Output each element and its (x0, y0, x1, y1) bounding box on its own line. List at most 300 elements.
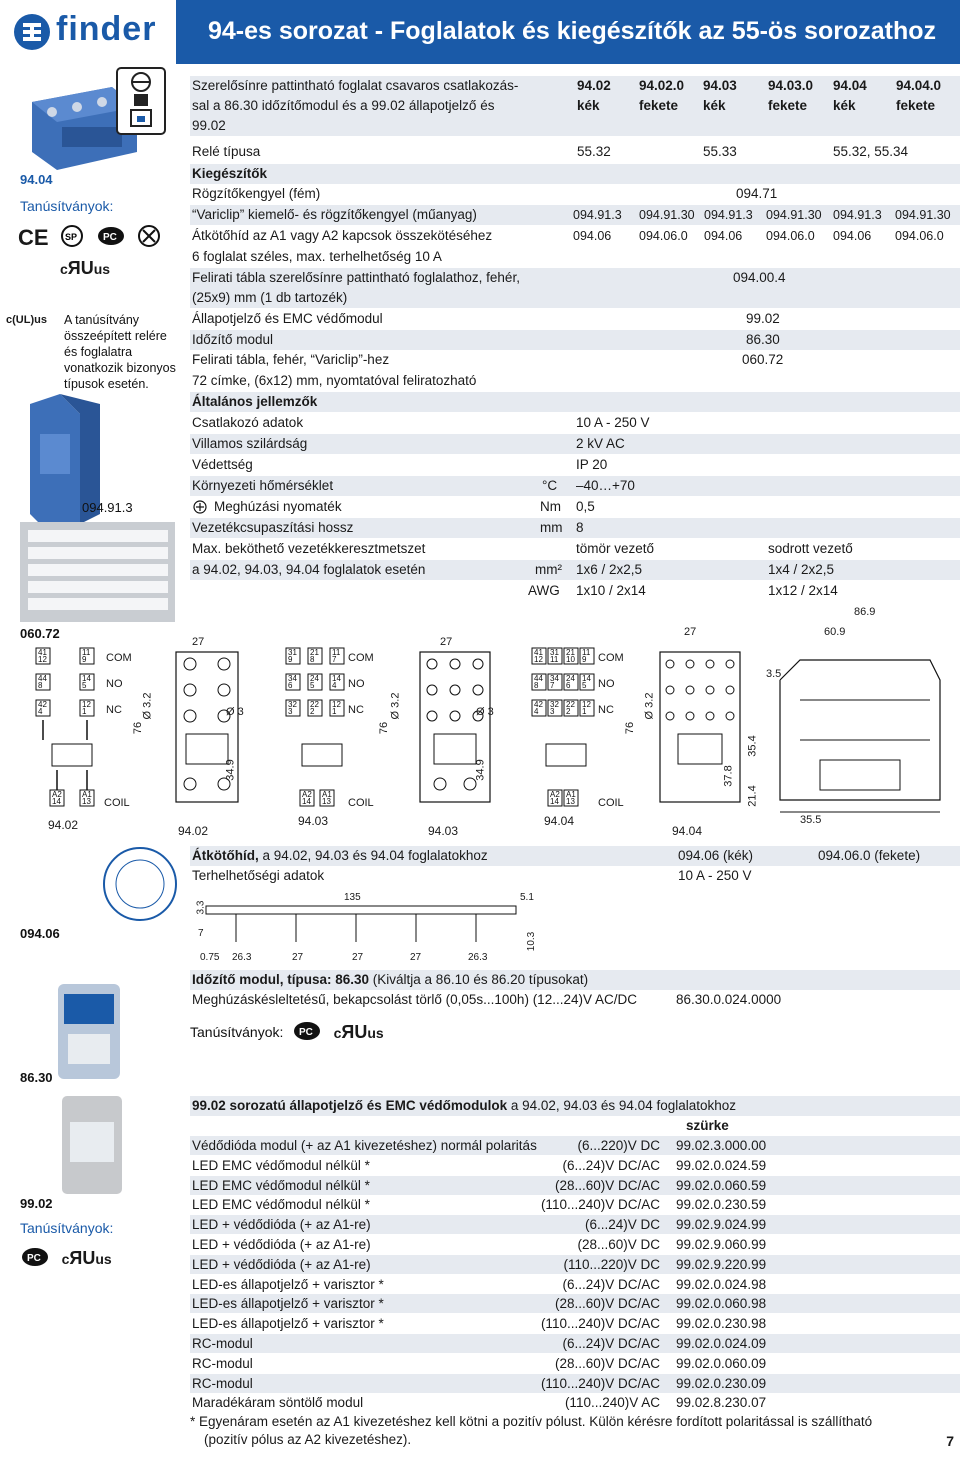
svg-text:5: 5 (82, 681, 87, 690)
module-name: Maradékáram söntölő modul (192, 1395, 364, 1411)
header-color: fekete (896, 98, 936, 113)
wire-label: a 94.02, 94.03, 94.04 foglalatok esetén (192, 562, 426, 577)
accessory-label: (25x9) mm (1 db tartozék) (192, 290, 348, 305)
header-code: 94.04.0 (896, 78, 942, 93)
wiring-diagram-9402 (28, 640, 148, 820)
general-value: 8 (576, 520, 584, 535)
svg-text:8: 8 (38, 681, 43, 690)
svg-text:A1: A1 (322, 790, 332, 799)
relay-type-value: 55.32, 55.34 (833, 144, 909, 159)
module-name: LED-es állapotjelző + varisztor * (192, 1316, 384, 1332)
module-name: LED EMC védőmodul nélkül * (192, 1177, 370, 1193)
diag-com-3: COM (598, 652, 624, 664)
label-plate-image (20, 522, 175, 622)
dim-27-c: 27 (684, 626, 697, 638)
svg-text:11: 11 (332, 648, 341, 657)
bridge-code-black: 094.06.0 (fekete) (818, 848, 921, 863)
modules-header-row (190, 1116, 960, 1136)
cert-icons-row-2 (60, 258, 118, 279)
dim-27-b: 27 (440, 636, 453, 648)
accessory-value: 094.06.0 (639, 229, 688, 243)
accessory-value: 86.30 (746, 332, 780, 347)
header-color: kék (833, 98, 856, 113)
accessory-value: 094.00.4 (733, 270, 786, 285)
accessory-row (190, 288, 960, 308)
accessory-row (190, 247, 960, 267)
diag-label-9404a: 94.04 (544, 814, 575, 828)
general-label: Meghúzási nyomaték (214, 499, 342, 514)
module-name: RC-modul (192, 1355, 253, 1371)
module-range: (110...240)V AC (564, 1395, 660, 1411)
wire-solid-header: tömör vezető (576, 541, 655, 556)
timer-module-image (54, 974, 124, 1084)
svg-text:31: 31 (550, 648, 559, 657)
svg-text:A1: A1 (566, 790, 576, 799)
diag-label-9403a: 94.03 (298, 814, 329, 828)
cert-icons-row-3 (20, 1246, 120, 1271)
bridge-title-rest: a 94.02, 94.03 és 94.04 foglalatokhoz (258, 848, 488, 863)
module-code: 99.02.0.024.98 (676, 1276, 767, 1292)
accessory-value: 060.72 (742, 352, 784, 367)
diag-nc-2: NC (348, 704, 364, 716)
dim-3-b: Ø 3 (476, 706, 494, 718)
svg-text:10: 10 (566, 655, 575, 664)
svg-text:5: 5 (582, 681, 587, 690)
module-row (190, 1215, 960, 1234)
svg-text:PC: PC (27, 1253, 41, 1264)
accessory-value: 094.06.0 (766, 229, 815, 243)
svg-text:34: 34 (550, 674, 559, 683)
svg-text:1: 1 (582, 707, 587, 716)
general-label: Környezeti hőmérséklet (192, 478, 334, 493)
svg-text:14: 14 (332, 674, 341, 683)
modules-note-2: (pozitív pólus az A2 kivezetéshez). (204, 1432, 412, 1447)
module-code: 99.02.3.000.00 (676, 1138, 767, 1153)
code-9404: 94.04 (20, 172, 53, 187)
general-value: 0,5 (576, 499, 595, 514)
accessory-label: “Variclip” kiemelő- és rögzítőkengyel (műanyag) (192, 207, 477, 222)
svg-text:A2: A2 (52, 790, 62, 799)
pct-icon-3 (292, 1020, 322, 1045)
spec-title-row-1 (190, 76, 960, 96)
bridge-dim: 0.75 (200, 952, 220, 963)
svg-text:12: 12 (82, 700, 91, 709)
module-range: (6...24)V DC/AC (562, 1276, 660, 1292)
module-code: 99.02.0.060.98 (676, 1296, 767, 1312)
dim-378: 37.8 (722, 765, 735, 787)
svg-text:13: 13 (566, 797, 575, 806)
relay-type-row (190, 142, 960, 162)
code-9902: 99.02 (20, 1196, 53, 1211)
socket-drawing-9404 (652, 634, 748, 834)
svg-text:12: 12 (38, 655, 47, 664)
svg-text:A2: A2 (550, 790, 560, 799)
ul-note: A tanúsítvány összeépített relére és foglalatra vonatkozik bizonyos típusok esetén. (64, 313, 176, 391)
accessory-row (190, 309, 960, 329)
module-range: (6...24)V DC/AC (562, 1157, 660, 1173)
wire-value: 1x6 / 2x2,5 (576, 562, 643, 577)
modules-title (192, 1096, 736, 1116)
dim-3: Ø 3 (226, 706, 244, 718)
accessory-value: 094.91.3 (704, 208, 753, 222)
module-range: (110...220)V DC (563, 1256, 660, 1272)
accessory-label: Rögzítőkengyel (fém) (192, 186, 321, 201)
module-range: (28...60)V DC/AC (554, 1177, 660, 1193)
accessory-row (190, 330, 960, 350)
csa-icon (60, 224, 84, 251)
module-code: 99.02.0.230.98 (676, 1316, 767, 1332)
module-row (190, 1334, 960, 1353)
bridge-dim: 27 (292, 952, 304, 963)
gost-icon (137, 224, 161, 251)
general-value: 2 kV AC (576, 436, 625, 451)
svg-text:41: 41 (38, 648, 47, 657)
dim-349: 34.9 (224, 759, 237, 781)
timer-certs-label: Tanúsítványok: (190, 1024, 284, 1040)
svg-text:11: 11 (582, 648, 591, 657)
diag-coil: COIL (104, 797, 130, 809)
svg-text:5: 5 (310, 681, 315, 690)
bridge-dim: 27 (352, 952, 364, 963)
module-row (190, 1393, 960, 1412)
header-code: 94.02 (577, 78, 611, 93)
bridge-title-row (190, 846, 960, 866)
svg-text:4: 4 (332, 681, 337, 690)
general-row (190, 497, 960, 517)
svg-text:41: 41 (534, 648, 543, 657)
spec-title-line1: Szerelősínre pattintható foglalat csavaros csatlakozás- (192, 78, 519, 93)
svg-text:32: 32 (288, 700, 297, 709)
relay-type-value: 55.33 (703, 144, 737, 159)
module-range: (28...60)V DC/AC (554, 1296, 660, 1312)
page-number: 7 (946, 1433, 954, 1449)
relay-type-label: Relé típusa (192, 144, 261, 159)
european-patent-stamp (100, 844, 180, 924)
timer-code: 86.30.0.024.0000 (676, 992, 782, 1007)
module-code: 99.02.9.220.99 (676, 1256, 767, 1272)
module-code: 99.02.0.230.59 (676, 1197, 767, 1213)
module-name: LED + védődióda (+ az A1-re) (192, 1217, 371, 1233)
accessory-row (190, 205, 960, 225)
dim-32-b: Ø 3.2 (389, 692, 402, 720)
module-row (190, 1275, 960, 1294)
dim-76: 76 (132, 721, 145, 735)
module-range: (110...240)V DC/AC (540, 1375, 660, 1391)
module-name: LED EMC védőmodul nélkül * (192, 1197, 370, 1213)
accessory-value: 094.71 (736, 186, 778, 201)
diag-nc: NC (106, 704, 122, 716)
general-label: Villamos szilárdság (192, 436, 308, 451)
dim-76-c: 76 (624, 721, 637, 735)
modules-title-bold: 99.02 sorozatú állapotjelző és EMC védőmodulok (192, 1098, 508, 1113)
svg-text:8: 8 (534, 681, 539, 690)
ul-recognized-icon: cЯUus (60, 258, 111, 278)
wire-value: 1x10 / 2x14 (576, 583, 646, 598)
accessory-row (190, 184, 960, 204)
svg-text:21: 21 (310, 648, 319, 657)
accessory-label: Időzítő modul (192, 332, 274, 347)
module-range: (6...24)V DC/AC (562, 1336, 660, 1351)
code-09406: 094.06 (20, 926, 60, 941)
page-header (0, 0, 960, 64)
wire-unit: mm² (535, 562, 562, 577)
accessory-value: 094.91.3 (573, 208, 622, 222)
header-color: kék (577, 98, 600, 113)
dim-355: 35.5 (800, 814, 822, 826)
svg-text:9: 9 (82, 655, 87, 664)
general-row (190, 476, 960, 496)
svg-text:44: 44 (38, 674, 47, 683)
wire-row-2 (190, 560, 960, 580)
diag-label-9402b: 94.02 (178, 824, 209, 838)
modules-title-rest: a 94.02, 94.03 és 94.04 foglalatokhoz (507, 1098, 737, 1113)
module-range: (28...60)V DC/AC (554, 1355, 660, 1371)
bridge-dim: 10.3 (526, 931, 538, 952)
wire-unit: AWG (528, 583, 560, 598)
module-row (190, 1235, 960, 1254)
diag-no-2: NO (348, 678, 365, 690)
bridge-load-row (190, 866, 960, 886)
module-code: 99.02.9.060.99 (676, 1237, 767, 1252)
accessory-value: 99.02 (746, 311, 780, 326)
module-name: LED + védődióda (+ az A1-re) (192, 1256, 371, 1272)
module-range: (110...240)V DC/AC (540, 1197, 660, 1213)
timer-cert-icons (292, 1020, 392, 1045)
accessory-value: 094.91.30 (895, 208, 951, 222)
bridge-code-blue: 094.06 (kék) (678, 848, 754, 863)
brand-name: finder (56, 10, 157, 48)
diag-label-9402a: 94.02 (48, 818, 79, 832)
accessory-label: Átkötőhíd az A1 vagy A2 kapcsok összekötéséhez (192, 228, 493, 243)
module-name: LED + védődióda (+ az A1-re) (192, 1237, 371, 1252)
timer-title-bold: Időzítő modul, típusa: 86.30 (192, 972, 370, 987)
accessory-label: Állapotjelző és EMC védőmodul (192, 311, 383, 326)
timer-title-row (190, 970, 960, 990)
module-code: 99.02.0.060.09 (676, 1355, 767, 1371)
svg-text:34: 34 (288, 674, 297, 683)
general-value: 10 A - 250 V (576, 415, 650, 430)
accessory-value: 094.06.0 (895, 229, 944, 243)
code-8630: 86.30 (20, 1070, 53, 1085)
svg-text:12: 12 (582, 700, 591, 709)
ul-recognized-icon-3: cЯUus (333, 1022, 384, 1042)
module-range: (6...24)V DC (584, 1217, 660, 1233)
accessory-row (190, 268, 960, 288)
svg-text:PC: PC (102, 232, 117, 243)
accessory-value: 094.91.3 (833, 208, 882, 222)
accessory-value: 094.06 (573, 229, 612, 243)
header-color: kék (703, 98, 726, 113)
svg-text:8: 8 (310, 655, 315, 664)
dim-349-b: 34.9 (474, 759, 487, 781)
svg-text:4: 4 (534, 707, 539, 716)
module-code: 99.02.0.024.09 (676, 1336, 767, 1351)
svg-text:42: 42 (534, 700, 543, 709)
svg-text:9: 9 (582, 655, 587, 664)
module-code: 99.02.0.060.59 (676, 1177, 767, 1193)
certs-label: Tanúsítványok: (20, 198, 114, 214)
dim-27: 27 (192, 636, 205, 648)
emc-module-image (58, 1092, 126, 1198)
diag-com: COM (106, 652, 132, 664)
svg-text:31: 31 (288, 648, 297, 657)
cert-icons-row-1 (18, 224, 169, 251)
dim-76-b: 76 (378, 721, 391, 735)
svg-text:A1: A1 (82, 790, 92, 799)
svg-text:PC: PC (299, 1027, 313, 1038)
accessory-value: 094.06 (704, 229, 743, 243)
general-row (190, 413, 960, 433)
accessory-label: 6 foglalat széles, max. terhelhetőség 10 A (192, 249, 442, 264)
svg-text:2: 2 (310, 707, 315, 716)
module-name: RC-modul (192, 1336, 253, 1351)
accessory-row (190, 371, 960, 391)
module-row (190, 1354, 960, 1373)
general-value: –40…+70 (576, 478, 635, 493)
module-name: LED-es állapotjelző + varisztor * (192, 1276, 384, 1292)
svg-text:11: 11 (82, 648, 91, 657)
dim-32: Ø 3.2 (141, 692, 154, 720)
general-value: IP 20 (576, 457, 608, 472)
svg-text:7: 7 (332, 655, 337, 664)
svg-text:2: 2 (566, 707, 571, 716)
timer-desc-row (190, 990, 960, 1010)
modules-col-header: szürke (686, 1118, 729, 1133)
module-name: RC-modul (192, 1375, 253, 1391)
pct-icon (96, 225, 126, 250)
diag-coil-2: COIL (348, 797, 374, 809)
svg-text:7: 7 (550, 681, 555, 690)
timer-desc: Meghúzáskésleltetésű, bekapcsolást törlő (0,05s...100h) (12...24)V AC/DC (192, 992, 637, 1007)
module-range: (110...240)V DC/AC (540, 1316, 660, 1332)
module-row (190, 1136, 960, 1155)
code-06072: 060.72 (20, 626, 60, 641)
module-row (190, 1314, 960, 1333)
general-unit: °C (542, 478, 558, 493)
wire-value: 1x4 / 2x2,5 (768, 562, 835, 577)
wire-value: 1x12 / 2x14 (768, 583, 838, 598)
ul-listed-icon: c(UL)us (6, 314, 47, 326)
svg-text:12: 12 (534, 655, 543, 664)
module-name: LED EMC védőmodul nélkül * (192, 1157, 370, 1173)
module-name: Védődióda modul (+ az A1 kivezetéshez) normál polaritás (192, 1138, 537, 1153)
accessory-value: 094.91.30 (766, 208, 822, 222)
svg-text:6: 6 (566, 681, 571, 690)
diag-no: NO (106, 678, 123, 690)
accessory-label: Felirati tábla szerelősínre pattintható foglalathoz, fehér, (192, 270, 520, 285)
dim-354: 35.4 (746, 735, 759, 757)
header-color: fekete (639, 98, 679, 113)
certs-label-2: Tanúsítványok: (20, 1220, 114, 1236)
header-code: 94.03 (703, 78, 737, 93)
general-row (190, 455, 960, 475)
header-color: fekete (768, 98, 808, 113)
module-range: (6...220)V DC (577, 1138, 660, 1153)
svg-text:14: 14 (550, 797, 559, 806)
bridge-load-label: Terhelhetőségi adatok (192, 868, 325, 883)
svg-text:A2: A2 (302, 790, 312, 799)
general-label: Csatlakozó adatok (192, 415, 304, 430)
module-row (190, 1195, 960, 1214)
accessories-title-row (190, 164, 960, 184)
brand-logo (0, 0, 176, 64)
svg-text:1: 1 (82, 707, 87, 716)
page-title: 94-es sorozat - Foglalatok és kiegészítők az 55-ös sorozathoz (208, 17, 936, 45)
module-row (190, 1374, 960, 1393)
wire-label: Max. beköthető vezetékkeresztmetszet (192, 541, 426, 556)
header-code: 94.03.0 (768, 78, 814, 93)
accessory-label: 72 címke, (6x12) mm, nyomtatóval feliratozható (192, 373, 477, 388)
general-unit: mm (540, 520, 563, 535)
wire-row-3 (190, 581, 960, 601)
accessory-row (190, 226, 960, 246)
diag-label-9404b: 94.04 (672, 824, 703, 838)
module-row (190, 1294, 960, 1313)
svg-text:22: 22 (310, 700, 319, 709)
spec-title-row-3 (190, 116, 960, 136)
diag-no-3: NO (598, 678, 615, 690)
general-title: Általános jellemzők (192, 394, 318, 409)
diag-label-9403b: 94.03 (428, 824, 459, 838)
pct-icon-2 (20, 1246, 50, 1271)
dim-609: 60.9 (824, 626, 846, 638)
diag-com-2: COM (348, 652, 374, 664)
socket-drawing-9402 (160, 634, 256, 834)
code-09491: 094.91.3 (82, 500, 133, 515)
module-code: 99.02.0.230.09 (676, 1375, 767, 1391)
bridge-dim: 135 (344, 892, 361, 903)
accessory-value: 094.91.30 (639, 208, 695, 222)
general-row (190, 434, 960, 454)
finder-logo-icon (14, 14, 50, 50)
svg-text:44: 44 (534, 674, 543, 683)
module-range: (28...60)V DC (577, 1237, 660, 1252)
general-row (190, 518, 960, 538)
svg-text:14: 14 (582, 674, 591, 683)
svg-text:22: 22 (566, 700, 575, 709)
module-code: 99.02.0.024.59 (676, 1157, 767, 1173)
general-label: Vezetékcsupaszítási hossz (192, 520, 354, 535)
svg-text:21: 21 (566, 648, 575, 657)
header-code: 94.04 (833, 78, 867, 93)
diag-coil-3: COIL (598, 797, 624, 809)
bridge-title-bold: Átkötőhíd, (192, 848, 259, 863)
bridge-dim: 7 (198, 928, 204, 939)
module-row (190, 1156, 960, 1175)
accessories-title: Kiegészítők (192, 166, 268, 181)
module-name: LED-es állapotjelző + varisztor * (192, 1296, 384, 1312)
wire-row-1 (190, 539, 960, 559)
ul-recognized-icon-2: cЯUus (61, 1248, 112, 1268)
svg-text:14: 14 (302, 797, 311, 806)
diag-nc-3: NC (598, 704, 614, 716)
general-unit: Nm (540, 499, 561, 514)
spec-title-line2: sal a 86.30 időzítőmodul és a 99.02 állapotjelző és (192, 98, 495, 113)
header-code: 94.02.0 (639, 78, 685, 93)
bridge-dim: 26.3 (468, 952, 488, 963)
dim-35: 3.5 (766, 668, 782, 680)
svg-text:14: 14 (82, 674, 91, 683)
timer-title (192, 970, 588, 990)
bridge-dim: 3.3 (195, 900, 207, 915)
bridge-dim: 27 (410, 952, 422, 963)
spec-title-line3: 99.02 (192, 118, 226, 133)
module-row (190, 1255, 960, 1274)
bridge-dim: 26.3 (232, 952, 252, 963)
side-profile-drawing (760, 620, 956, 830)
torque-icon (192, 497, 208, 517)
bridge-load-value: 10 A - 250 V (678, 868, 752, 883)
